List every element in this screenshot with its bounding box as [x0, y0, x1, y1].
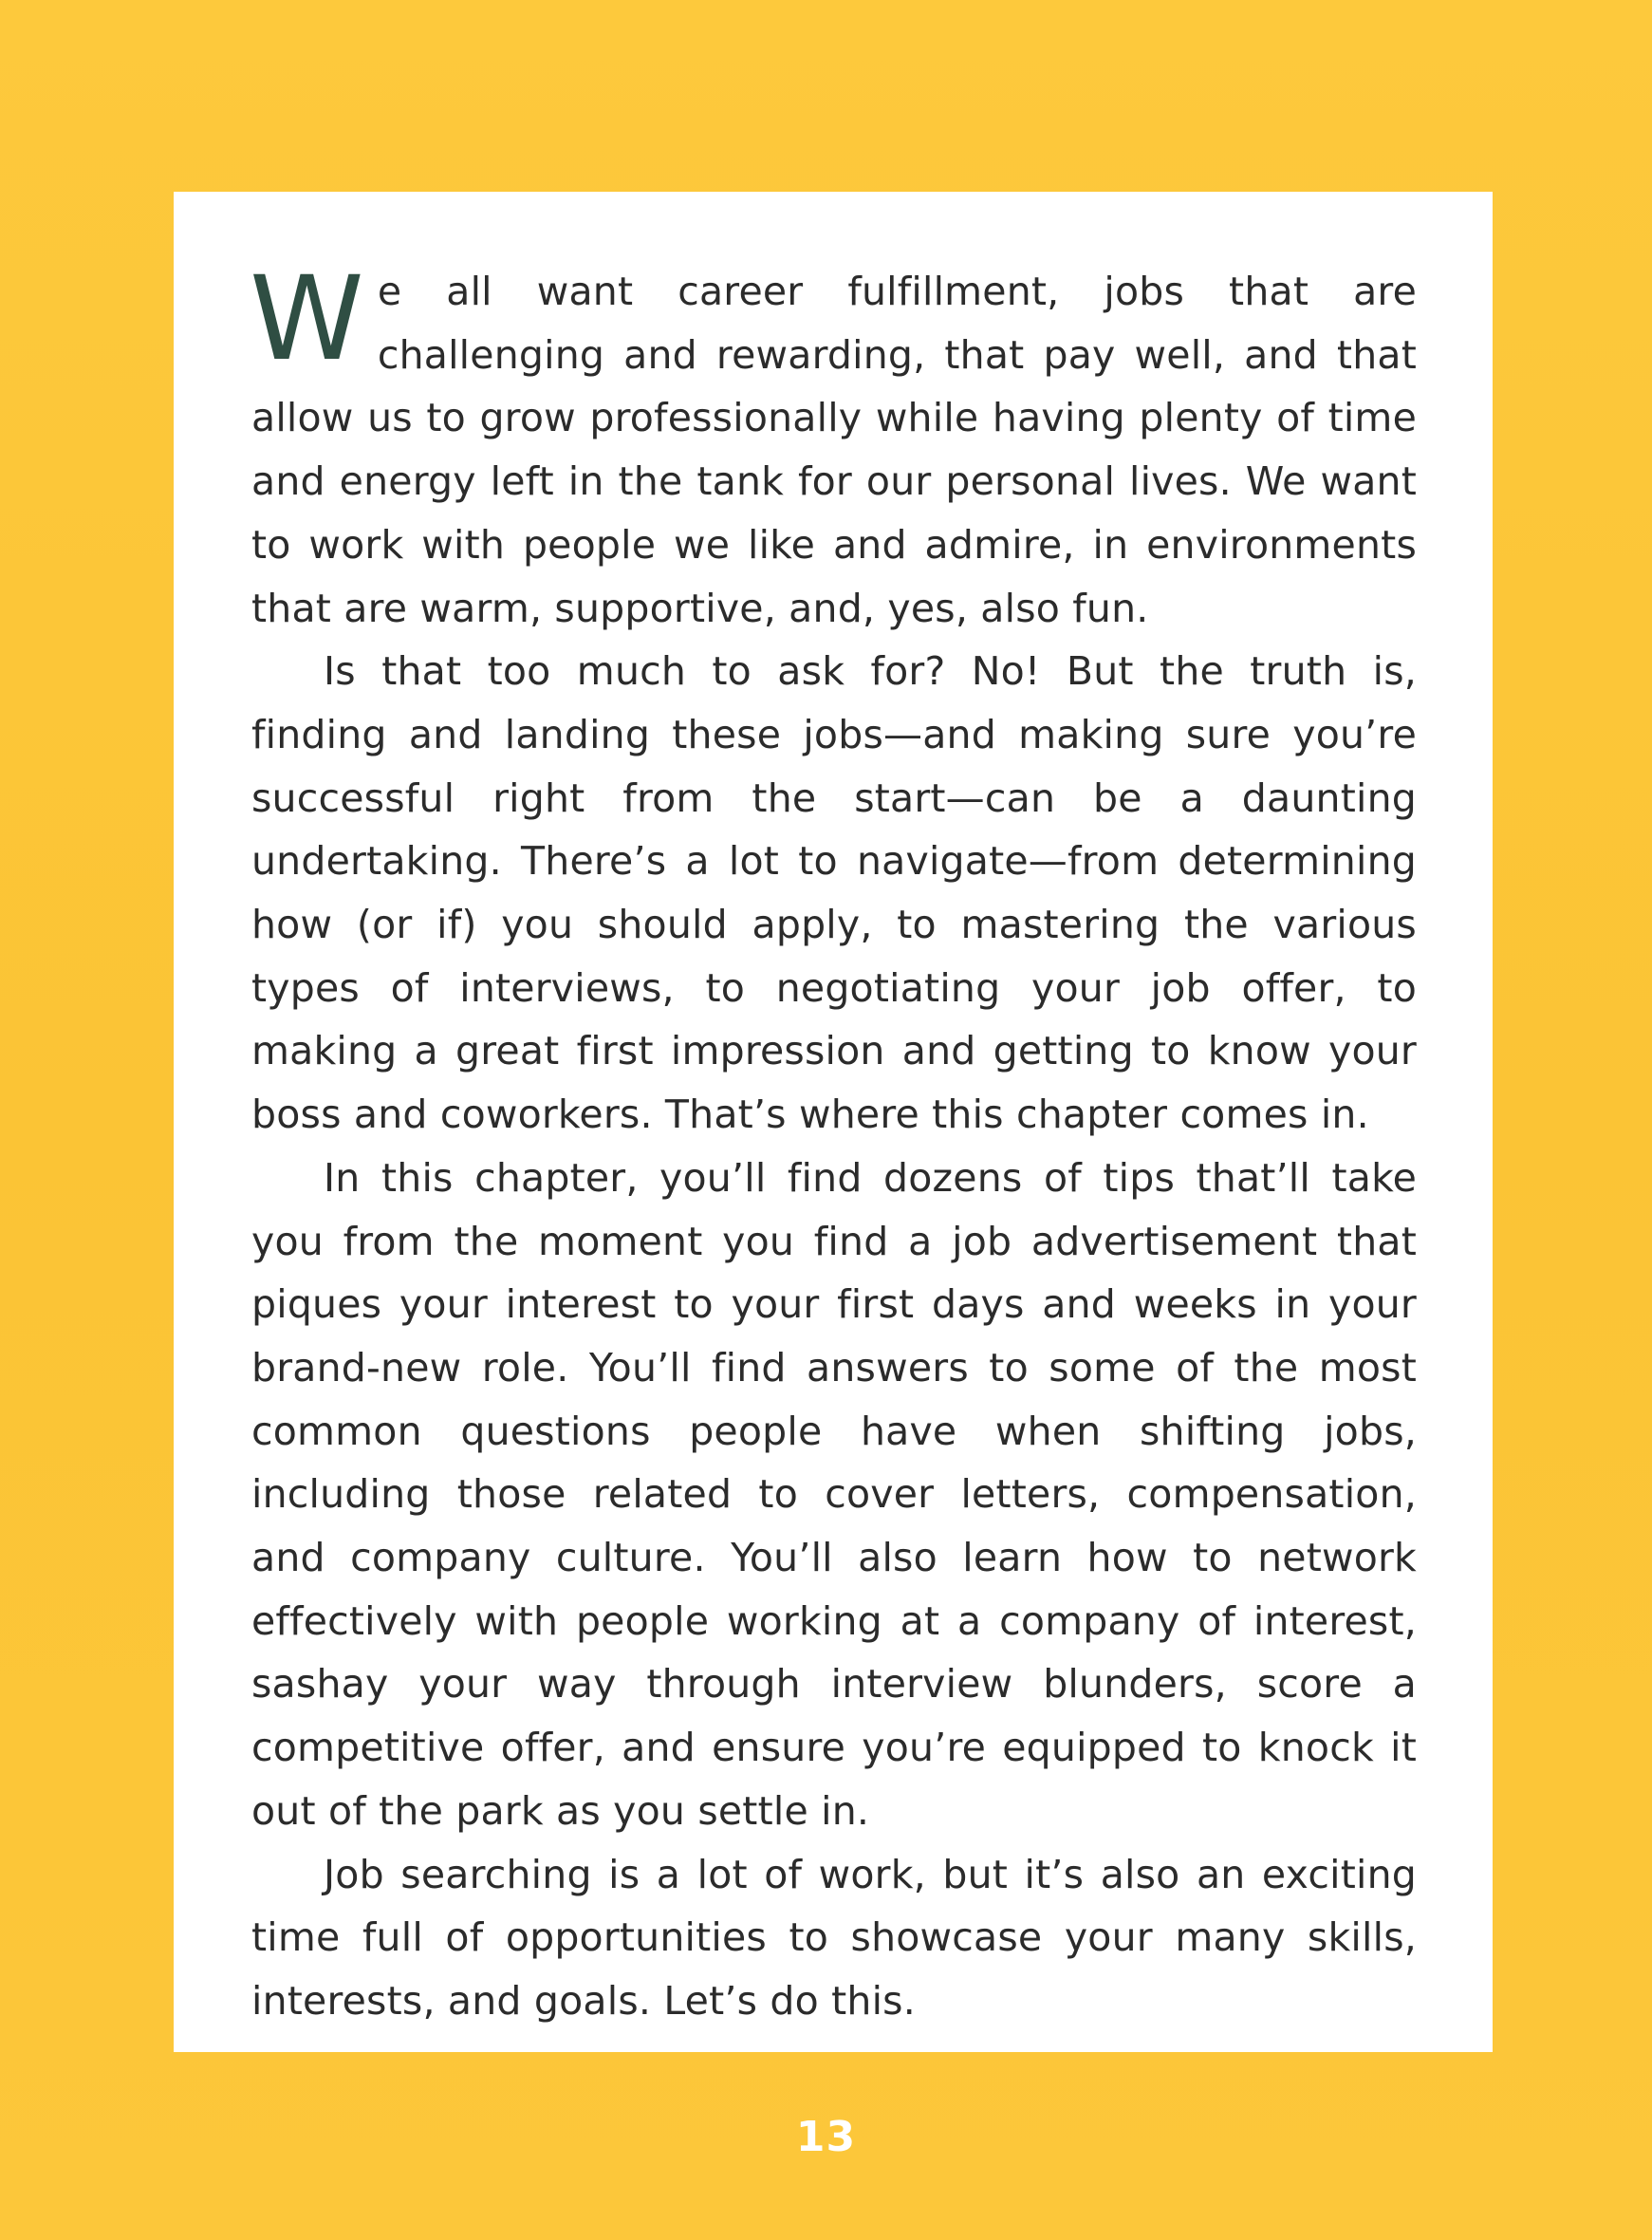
- paragraph-1-text: e all want career fulfillment, jobs that are challenging and rewarding, that pay well, and that allow us to grow professionally while having plenty of time and energy left in the tank for our personal lives. We want to work with people we like and admire, in environments that are warm, supportive, and, yes, also fun.: [251, 269, 1417, 631]
- dropcap-letter: W: [250, 252, 364, 386]
- text-panel: [174, 192, 1493, 2052]
- paragraph-3: In this chapter, you’ll find dozens of tips that’ll take you from the moment you find a job advertisement that piques your interest to your first days and weeks in your brand-new role. You’ll find answers to some of the most common questions people have when shifting jobs, including those related to cover letters, compensation, and company culture. You’ll also learn how to network effectively with people working at a company of interest, sashay your way through interview blunders, score a competitive offer, and ensure you’re equipped to knock it out of the park as you settle in.: [251, 1154, 1417, 1834]
- paragraph-2: Is that too much to ask for? No! But the truth is, finding and landing these jobs—and making sure you’re successful right from the start—can be a daunting undertaking. There’s a lot to navigate—from determining how (or if) you should apply, to mastering the various types of interviews, to negotiating your job offer, to making a great first impression and getting to know your boss and coworkers. That’s where this chapter comes in.: [251, 648, 1417, 1138]
- paragraph-1: [250, 252, 1417, 640]
- paragraph-4: Job searching is a lot of work, but it’s also an exciting time full of opportunities to showcase your many skills, interests, and goals. Let’s do this.: [251, 1851, 1417, 2024]
- page-number: 13: [795, 2113, 857, 2161]
